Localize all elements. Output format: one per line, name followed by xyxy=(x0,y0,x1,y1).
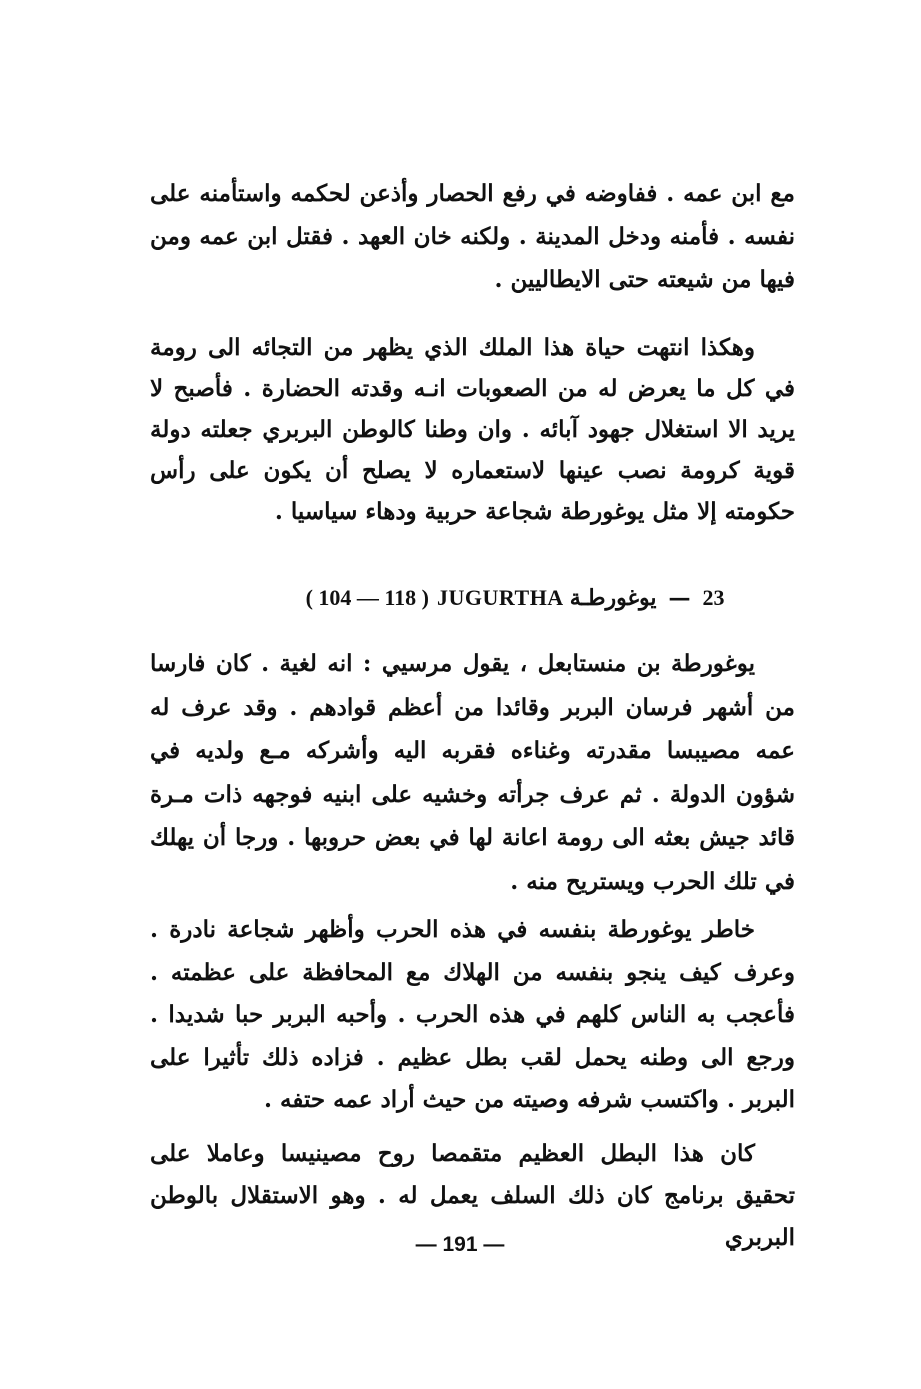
paragraph-text: كان هذا البطل العظيم متقمصا روح مصينيسا وعاملا على تحقيق برنامج كان ذلك السلف يعمل له . وهو الاستقلال بالوطن البربري xyxy=(150,1140,795,1251)
section-number: 23 xyxy=(702,585,725,610)
section-title-latin: JUGURTHA xyxy=(437,585,564,610)
page-number: — 191 — xyxy=(415,1233,505,1256)
section-heading xyxy=(280,578,750,618)
paragraph-end-of-reign xyxy=(150,327,795,532)
section-dash: — xyxy=(668,585,691,611)
section-title-arabic: يوغورطـة xyxy=(569,585,657,611)
paragraph-jugurtha-intro xyxy=(150,642,795,903)
paragraph-continuation xyxy=(150,172,795,301)
section-years: ( 104 — 118 ) xyxy=(305,585,430,610)
paragraph-text: وهكذا انتهت حياة هذا الملك الذي يظهر من التجائه الى رومة في كل ما يعرض له من الصعوبات انـه وقدته الحضارة . فأصبح لا يريد الا استغلال جهود آبائه . وان وطنا كالوطن البربري جعلته دولة قوية كرومة نصب عينها لاستعماره لا يصلح أن يكون على رأس حكومته إلا مثل يوغورطة شجاعة حربية ودهاء سياسيا . xyxy=(150,334,795,525)
paragraph-text: مع ابن عمه . ففاوضه في رفع الحصار وأذعن لحكمه واستأمنه على نفسه . فأمنه ودخل المدينة . ولكنه خان العهد . فقتل ابن عمه ومن فيها من شيعته حتى الايطاليين . xyxy=(150,180,795,293)
paragraph-text: خاطر يوغورطة بنفسه في هذه الحرب وأظهر شجاعة نادرة . وعرف كيف ينجو بنفسه من الهلاك مع المحافظة على عظمته . فأعجب به الناس كلهم في هذه الحرب . وأحبه البربر حبا شديدا . ورجع الى وطنه يحمل لقب بطل عظيم . فزاده ذلك تأثيرا على البربر . واكتسب شرفه وصيته من حيث أراد عمه حتفه . xyxy=(150,916,795,1113)
paragraph-text: يوغورطة بن منستابعل ، يقول مرسيي : انه لغية . كان فارسا من أشهر فرسان البربر وقائدا من أعظم قوادهم . وقد عرف له عمه مصيبسا مقدرته وغناءه فقربه اليه وأشركه مـع ولديه في شؤون الدولة . ثم عرف جرأته وخشيه على ابنيه فوجهه ذات مـرة قائد جيش بعثه الى رومة اعانة لها في بعض حروبها . ورجا أن يهلك في تلك الحرب ويستريح منه . xyxy=(150,650,795,895)
paragraph-jugurtha-war xyxy=(150,909,795,1122)
